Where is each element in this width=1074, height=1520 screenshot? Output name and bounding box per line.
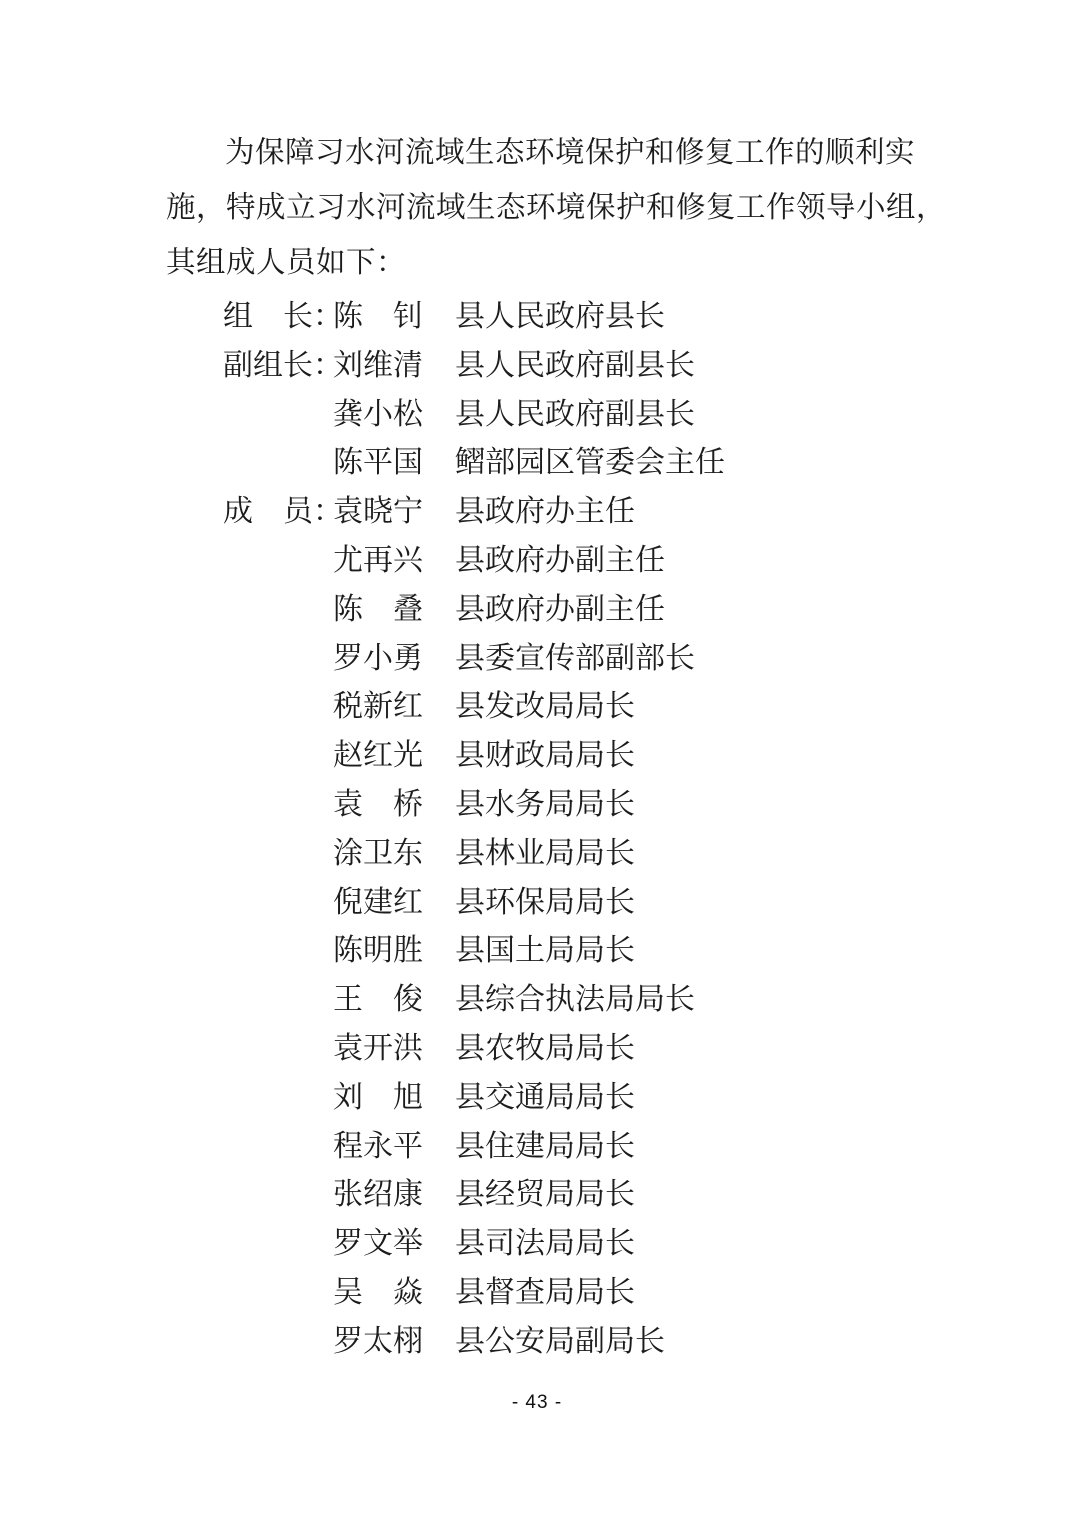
roster-person-title: 县政府办主任 <box>455 495 635 529</box>
roster-person-name: 龚小松 <box>333 397 423 431</box>
roster-row <box>166 781 911 830</box>
roster-person-name: 陈 叠 <box>333 592 423 626</box>
roster-row <box>166 391 911 440</box>
roster-person-name: 袁 桥 <box>333 787 423 821</box>
roster-person-title: 县交通局局长 <box>455 1080 635 1114</box>
roster-row <box>166 1171 911 1220</box>
roster-row <box>166 488 911 537</box>
roster-person-name: 陈 钊 <box>333 300 423 333</box>
roster-row <box>166 342 911 391</box>
roster-row <box>166 1220 911 1269</box>
roster-row <box>166 1269 911 1318</box>
intro-line-3: 其组成人员如下： <box>166 247 407 279</box>
roster-row <box>166 1123 911 1172</box>
roster-person-name: 税新红 <box>333 690 423 724</box>
roster-person-title: 县国土局局长 <box>455 934 635 968</box>
roster-person-title: 县委宣传部副部长 <box>455 641 695 675</box>
roster-person-title: 县人民政府副县长 <box>455 348 695 382</box>
roster-person-name: 陈明胜 <box>333 934 423 968</box>
roster-person-title: 县人民政府县长 <box>455 300 665 333</box>
roster-row <box>166 1074 911 1123</box>
roster-person-title: 县环保局局长 <box>455 885 635 919</box>
roster-person-name: 程永平 <box>333 1129 423 1163</box>
roster-person-title: 县水务局局长 <box>455 787 635 821</box>
roster-person-name: 王 俊 <box>333 983 423 1017</box>
roster-role-label: 成 员： <box>223 495 343 529</box>
roster-row <box>166 976 911 1025</box>
roster-person-name: 刘 旭 <box>333 1080 423 1114</box>
roster-person-name: 陈平国 <box>333 446 423 480</box>
roster-person-name: 尤再兴 <box>333 543 423 577</box>
page-number: - 43 - <box>511 1392 563 1413</box>
roster-person-name: 罗小勇 <box>333 641 423 675</box>
roster-row <box>166 439 911 488</box>
roster-person-title: 县司法局局长 <box>455 1227 635 1261</box>
roster-row <box>166 830 911 879</box>
roster-row <box>166 635 911 684</box>
roster-person-name: 倪建红 <box>333 885 423 919</box>
roster-person-title: 县住建局局长 <box>455 1129 635 1163</box>
roster-row <box>166 927 911 976</box>
roster-row <box>166 683 911 732</box>
roster-row <box>166 586 911 635</box>
roster-list <box>166 293 911 1367</box>
roster-person-title: 县政府办副主任 <box>455 592 665 626</box>
intro-line-1: 为保障习水河流域生态环境保护和修复工作的顺利实 <box>225 137 916 169</box>
document-content <box>166 126 947 1367</box>
roster-person-title: 县综合执法局局长 <box>455 983 695 1017</box>
roster-row <box>166 732 911 781</box>
roster-person-name: 吴 焱 <box>333 1275 423 1309</box>
roster-person-title: 县农牧局局长 <box>455 1031 635 1065</box>
roster-person-name: 袁晓宁 <box>333 495 423 529</box>
roster-person-title: 鳛部园区管委会主任 <box>455 446 725 480</box>
roster-person-title: 县政府办副主任 <box>455 543 665 577</box>
roster-person-name: 赵红光 <box>333 739 423 773</box>
roster-role-label: 组 长： <box>223 300 343 333</box>
roster-person-title: 县督查局局长 <box>455 1275 635 1309</box>
roster-person-name: 张绍康 <box>333 1178 423 1212</box>
roster-person-title: 县人民政府副县长 <box>455 397 695 431</box>
roster-person-title: 县经贸局局长 <box>455 1178 635 1212</box>
roster-person-title: 县财政局局长 <box>455 739 635 773</box>
roster-person-title: 县林业局局长 <box>455 836 635 870</box>
roster-person-name: 罗文举 <box>333 1227 423 1261</box>
roster-person-title: 县公安局副局长 <box>455 1324 665 1358</box>
intro-line-2: 施，特成立习水河流域生态环境保护和修复工作领导小组， <box>166 192 947 224</box>
roster-person-name: 袁开洪 <box>333 1031 423 1065</box>
roster-row <box>166 879 911 928</box>
roster-row <box>166 293 911 342</box>
roster-person-name: 罗太栩 <box>333 1324 423 1358</box>
roster-row <box>166 1025 911 1074</box>
roster-person-name: 涂卫东 <box>333 836 423 870</box>
roster-person-name: 刘维清 <box>333 348 423 382</box>
roster-role-label: 副组长： <box>223 348 343 382</box>
roster-row <box>166 1318 911 1367</box>
roster-row <box>166 537 911 586</box>
roster-person-title: 县发改局局长 <box>455 690 635 724</box>
